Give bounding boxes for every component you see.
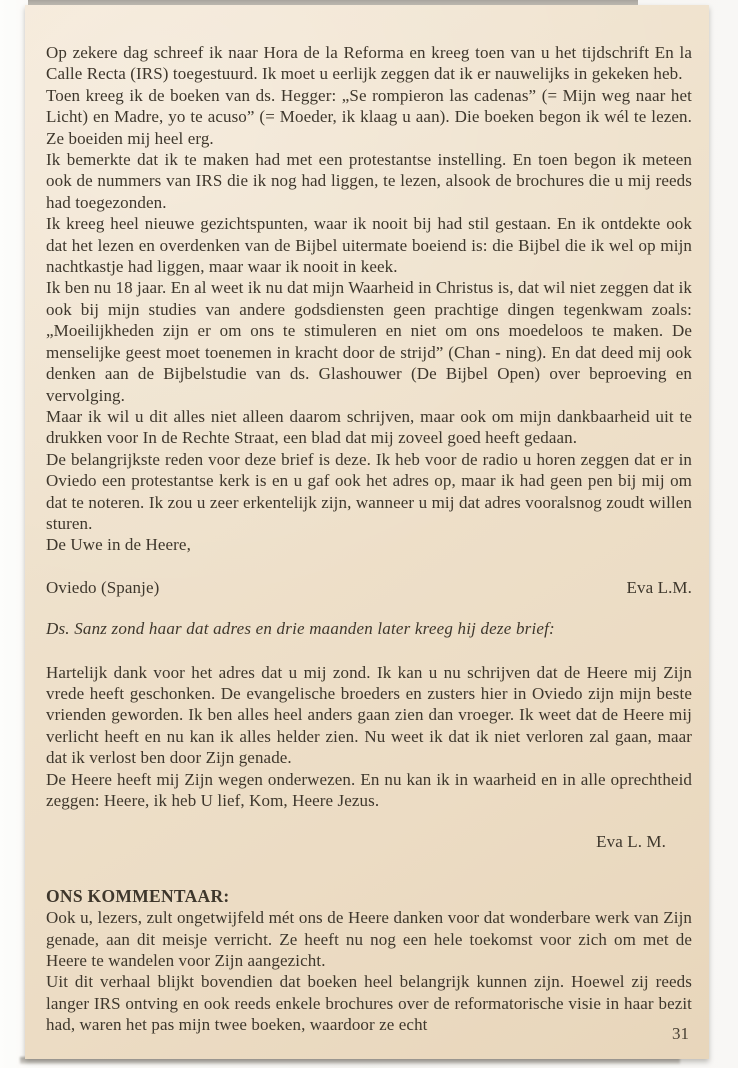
editor-note: Ds. Sanz zond haar dat adres en drie maanden later kreeg hij deze brief: xyxy=(46,619,555,639)
scanned-page xyxy=(25,5,709,1059)
commentary-section xyxy=(46,886,692,1036)
letter2-paragraph-1: Hartelijk dank voor het adres dat u mij zond. Ik kan u nu schrijven dat de Heere mij Zijn vrede heeft geschonken. De evangelische broeders en zusters hier in Oviedo zijn mijn beste vrienden geworden. Ik ben alles heel anders gaan zien dan vroeger. Ik weet dat de Heere mij verlicht heeft en nu kan ik alles helder zien. Nu weet ik dat ik niet verloren zal gaan, maar dat ik verlost ben door Zijn genade. xyxy=(46,662,692,768)
letter1-paragraph-1: Op zekere dag schreef ik naar Hora de la Reforma en kreeg toen van u het tijdschrift En la Calle Recta (IRS) toegestuurd. Ik moet u eerlijk zeggen dat ik er nauwelijks in gekeken heb. xyxy=(46,43,692,84)
letter2-paragraph-2: De Heere heeft mij Zijn wegen onderwezen. En nu kan ik in waarheid en in alle oprechtheid zeggen: Heere, ik heb U lief, Kom, Heere Jezus. xyxy=(46,769,692,810)
page-content xyxy=(46,42,692,1036)
letter1-signature: Eva L.M. xyxy=(626,577,692,597)
commentary-paragraph-1: Ook u, lezers, zult ongetwijfeld mét ons de Heere danken voor dat wonderbare werk van Zijn genade, aan dit meisje verricht. Ze heeft nu nog een hele toekomst voor zich om met de Heere te wandelen voor Zijn aangezicht. xyxy=(46,908,692,971)
letter1-paragraph-4: Ik kreeg heel nieuwe gezichtspunten, waar ik nooit bij had stil gestaan. En ik ontdekte ook dat het lezen en overdenken van de Bijbel uitermate boeiend is: die Bijbel die ik wel op mijn nachtkastje had liggen, maar waar ik nooit in keek. xyxy=(46,214,692,277)
letter-1 xyxy=(46,42,692,598)
letter1-place: Oviedo (Spanje) xyxy=(46,577,160,597)
commentary-paragraph-2: Uit dit verhaal blijkt bovendien dat boeken heel belangrijk kunnen zijn. Hoewel zij reeds langer IRS ontving en ook reeds enkele brochures over de reformatorische visie in haar bezit had, waren het pas mijn twee boeken, waardoor ze echt xyxy=(46,972,692,1035)
commentary-heading: ONS KOMMENTAAR: xyxy=(46,885,230,906)
letter1-paragraph-3: Ik bemerkte dat ik te maken had met een protestantse instelling. En toen begon ik meteen ook de nummers van IRS die ik nog had liggen, te lezen, alsook de brochures die u mij reeds had toegezonden. xyxy=(46,150,692,212)
letter1-paragraph-7: De belangrijkste reden voor deze brief is deze. Ik heb voor de radio u horen zeggen dat er in Oviedo een protestantse kerk is en u gaf ook het adres op, maar ik had geen pen bij mij om dat te noteren. Ik zou u zeer erkentelijk zijn, wanneer u mij dat adres vooralsnog zoudt willen sturen. xyxy=(46,449,692,533)
letter2-signature: Eva L. M. xyxy=(596,832,666,852)
letter1-paragraph-5: Ik ben nu 18 jaar. En al weet ik nu dat mijn Waarheid in Christus is, dat wil niet zeggen dat ik ook bij mijn studies van andere godsdiensten geen prachtige dingen tegenkwam zoals: „Moeilijkheden zijn er om ons te stimuleren en niet om ons moedeloos te maken. De menselijke geest moet toenemen in kracht door de strijd” (Chan - ning). En dat deed mij ook denken aan de Bijbelstudie van ds. Glashouwer (De Bijbel Open) over beproeving en vervolging. xyxy=(46,278,692,405)
page-number: 31 xyxy=(672,1024,689,1043)
letter1-paragraph-2: Toen kreeg ik de boeken van ds. Hegger: „Se rompieron las cadenas” (= Mijn weg naar het Licht) en Madre, yo te acuso” (= Moeder, ik klaag u aan). Die boeken begon ik wél te lezen. Ze boeiden mij heel erg. xyxy=(46,85,692,148)
letter1-closing: De Uwe in de Heere, xyxy=(46,535,191,555)
letter1-signoff-row xyxy=(46,577,692,598)
letter-2 xyxy=(46,662,692,853)
letter1-paragraph-6: Maar ik wil u dit alles niet alleen daarom schrijven, maar ook om mijn dankbaarheid uit te drukken voor In de Rechte Straat, een blad dat mij zoveel goed heeft gedaan. xyxy=(46,406,692,448)
